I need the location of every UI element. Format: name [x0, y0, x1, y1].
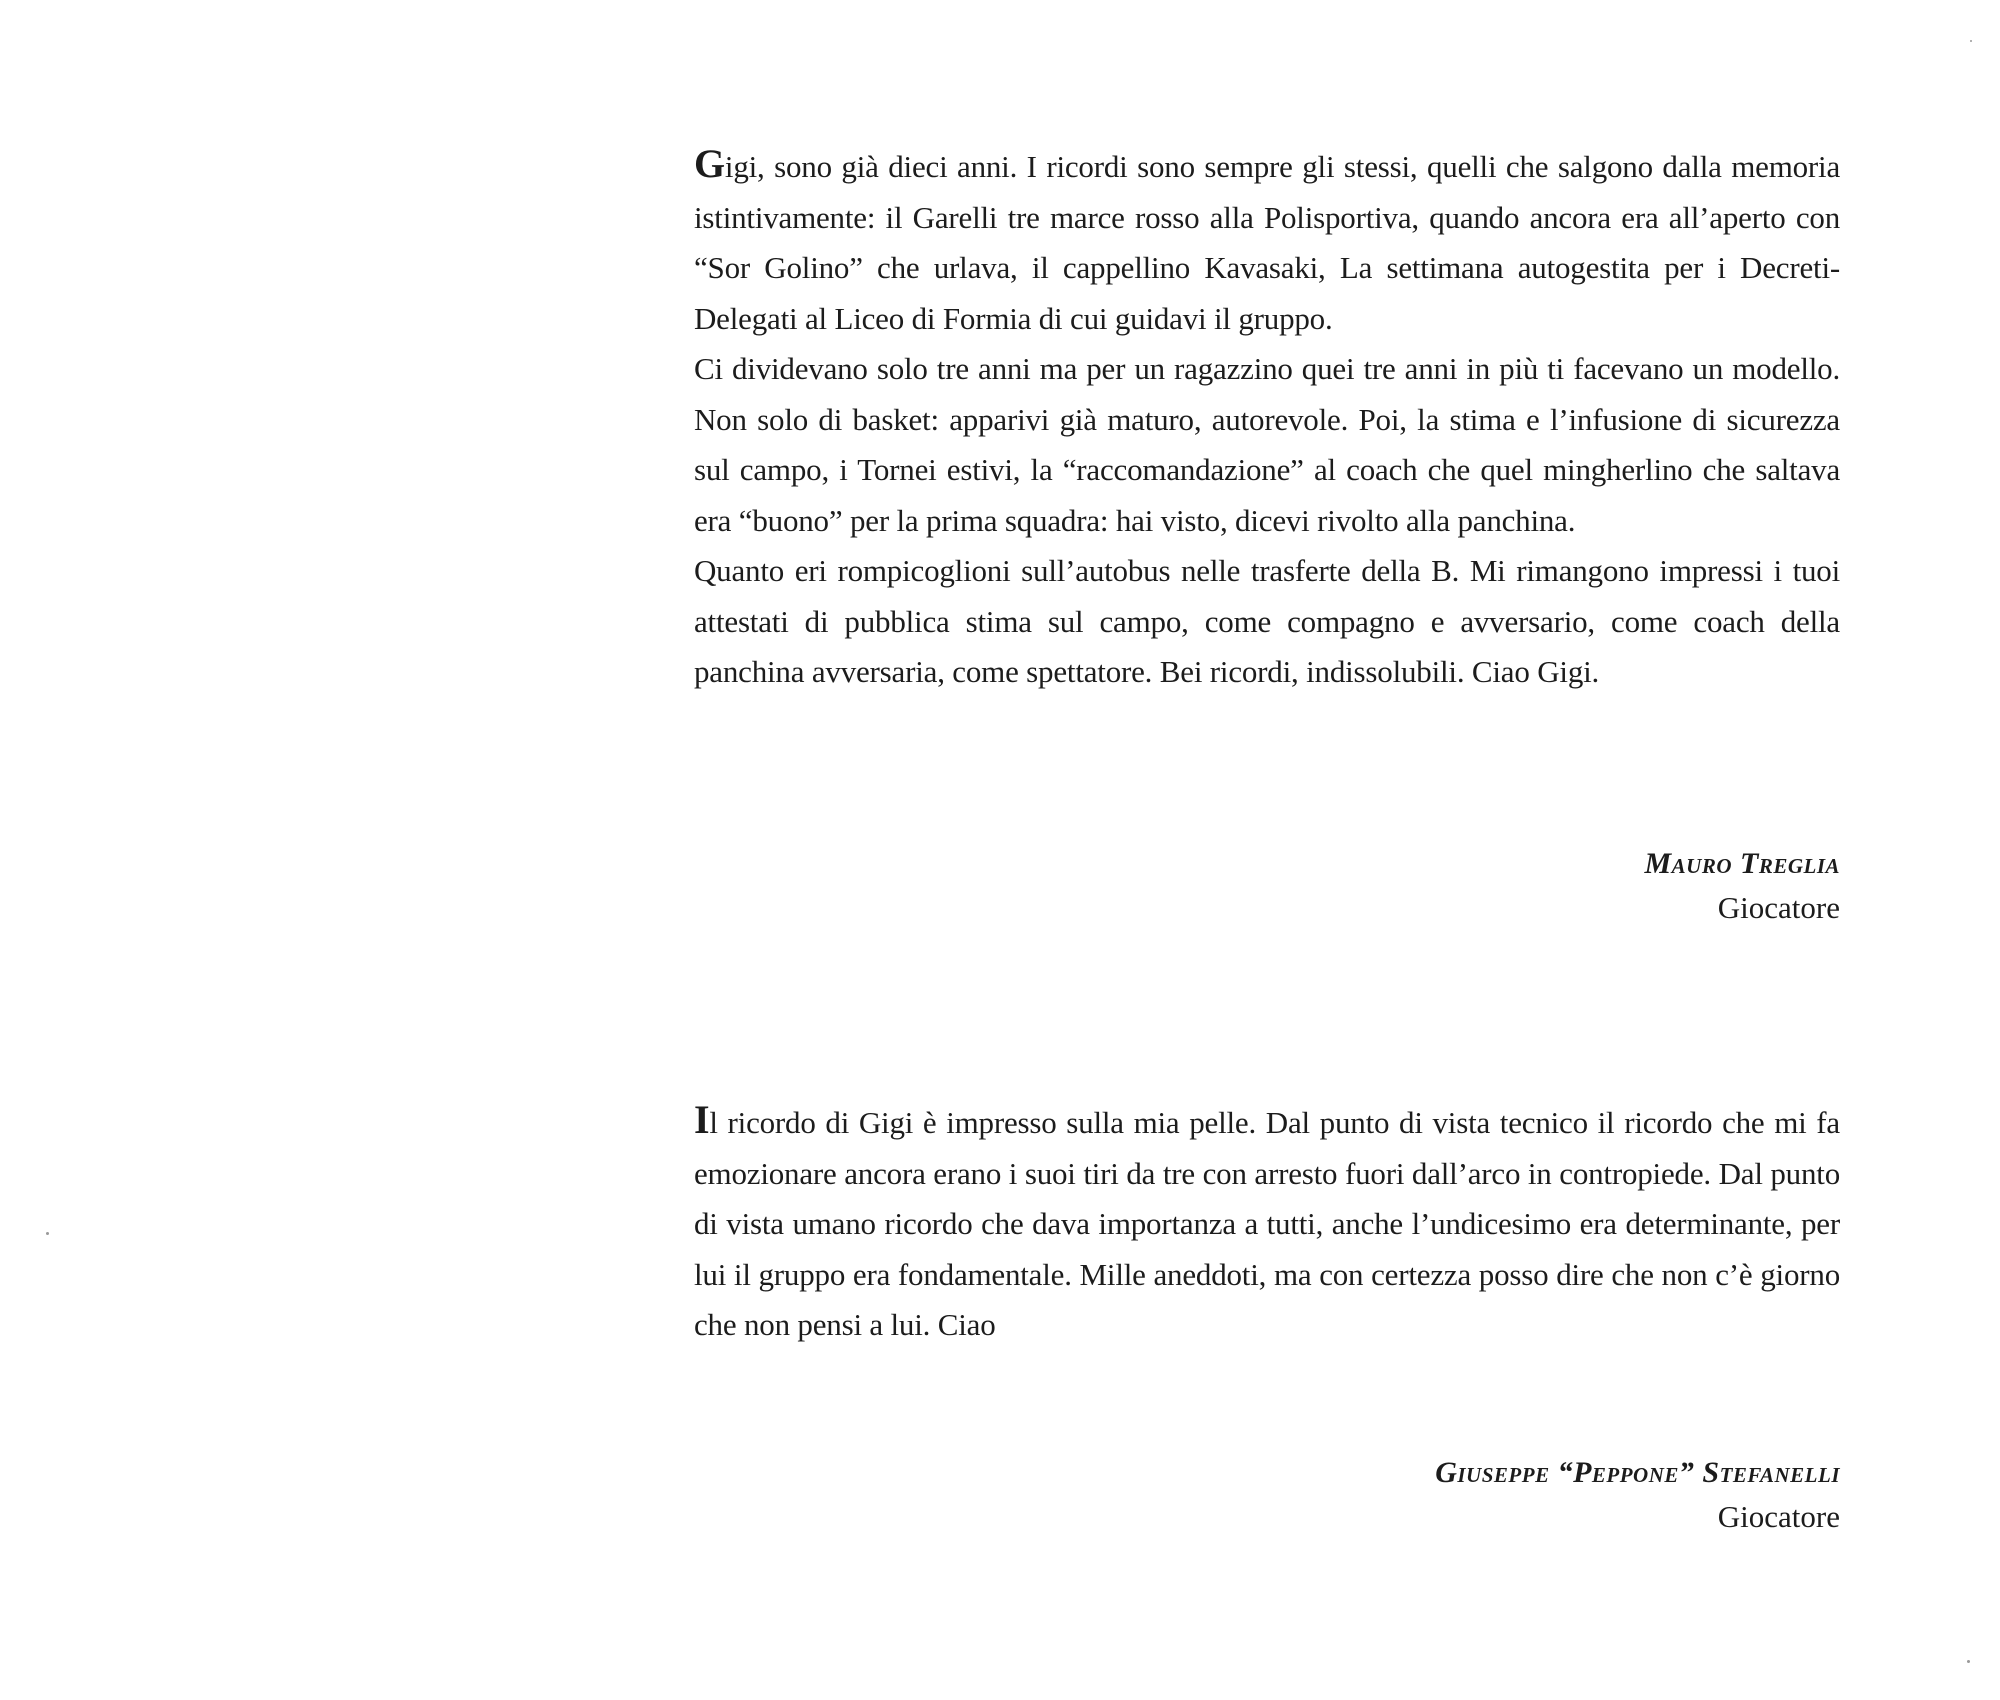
author-role: Giocatore	[1717, 1499, 1840, 1534]
author-name: Giuseppe “Peppone” Stefanelli	[1435, 1456, 1840, 1489]
paragraph	[694, 142, 1840, 344]
tribute-giuseppe-stefanelli	[694, 1097, 1840, 1534]
paragraph: Ci dividevano solo tre anni ma per un ragazzino quei tre anni in più ti facevano un modello. Non solo di basket: apparivi già maturo, autorevole. Poi, la stima e l’infusione di sicurezza sul campo, i Tornei estivi, la “raccomandazione” al coach che quel mingherlino che saltava era “buono” per la prima squadra: hai visto, dicevi rivolto alla panchina.	[694, 351, 1840, 538]
paragraph: Quanto eri rompicoglioni sull’autobus nelle trasferte della B. Mi rimangono impressi i tuoi attestati di pubblica stima sul campo, come compagno e avversario, come coach della panchina avversaria, come spettatore. Bei ricordi, indissolubili. Ciao Gigi.	[694, 553, 1840, 689]
tribute-body	[694, 1098, 1840, 1351]
tribute-mauro-treglia	[694, 141, 1840, 925]
signature	[694, 844, 1840, 932]
author-name: Mauro Treglia	[1644, 847, 1840, 880]
paragraph-text: igi, sono già dieci anni. I ricordi sono sempre gli stessi, quelli che salgono dalla memoria istintivamente: il Garelli tre marce rosso alla Polisportiva, quando ancora era all’aperto con “Sor Golino” che urlava, il cappellino Kavasaki, La settimana autogestita per i Decreti-Delegati al Liceo di Formia di cui guidavi il gruppo.	[694, 149, 1840, 336]
author-role: Giocatore	[1717, 890, 1840, 925]
signature	[694, 1453, 1840, 1541]
drop-cap: G	[694, 141, 725, 186]
drop-cap: I	[694, 1097, 710, 1142]
paragraph	[694, 1098, 1840, 1351]
scan-speck	[46, 1232, 49, 1235]
scan-speck	[1967, 1660, 1970, 1663]
scan-speck	[1970, 40, 1972, 42]
tribute-body	[694, 142, 1840, 698]
paragraph-text: l ricordo di Gigi è impresso sulla mia pelle. Dal punto di vista tecnico il ricordo che mi fa emozionare ancora erano i suoi tiri da tre con arresto fuori dall’arco in contropiede. Dal punto di vista umano ricordo che dava importanza a tutti, anche l’undicesimo era determinante, per lui il gruppo era fondamentale. Mille aneddoti, ma con certezza posso dire che non c’è giorno che non pensi a lui. Ciao	[694, 1105, 1840, 1342]
